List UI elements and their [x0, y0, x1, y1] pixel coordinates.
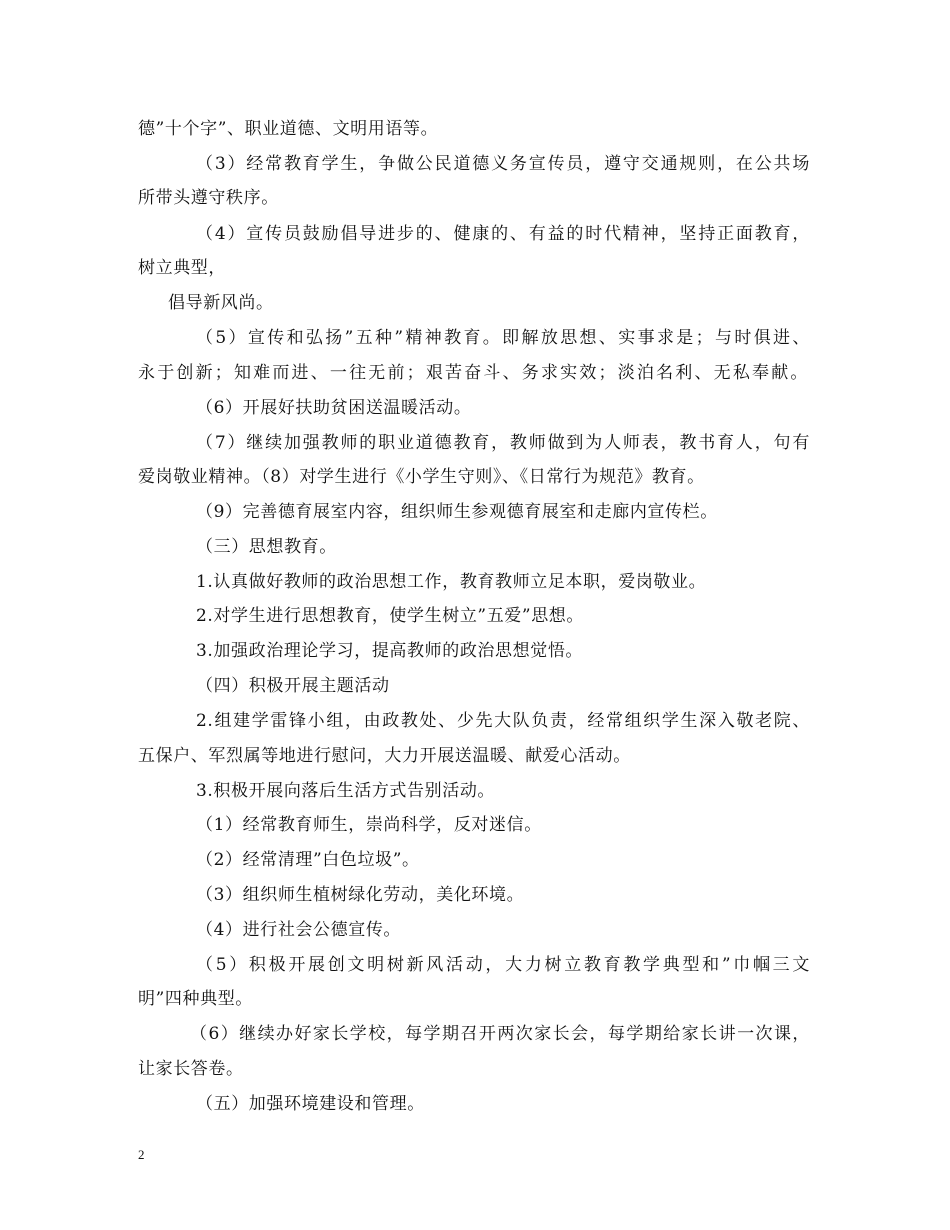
text-line: 德”十个字”、职业道德、文明用语等。: [138, 119, 439, 139]
text-line: （6）继续办好家长学校，每学期召开两次家长会，每学期给家长讲一次课，: [190, 1024, 810, 1044]
text-line: （9）完善德育展室内容，组织师生参观德育展室和走廊内宣传栏。: [196, 502, 718, 522]
text-line: （3）经常教育学生，争做公民道德义务宣传员，遵守交通规则，在公共场: [196, 154, 810, 174]
text-line: 树立典型，: [138, 258, 226, 278]
text-line: 1.认真做好教师的政治思想工作，教育教师立足本职，爱岗敬业。: [196, 572, 707, 592]
text-line: （5）积极开展创文明树新风活动，大力树立教育教学典型和”巾帼三文: [196, 955, 810, 975]
text-line: 明”四种典型。: [138, 989, 253, 1009]
text-line: 所带头遵守秩序。: [138, 188, 279, 208]
text-line: 3.加强政治理论学习，提高教师的政治思想觉悟。: [196, 641, 584, 661]
text-line: （4）宣传员鼓励倡导进步的、健康的、有益的时代精神，坚持正面教育，: [196, 224, 810, 244]
text-line: （6）开展好扶助贫困送温暖活动。: [196, 398, 472, 418]
text-line: 2.组建学雷锋小组，由政教处、少先大队负责，经常组织学生深入敬老院、: [196, 711, 810, 731]
text-line: 五保户、军烈属等地进行慰问，大力开展送温暖、献爱心活动。: [138, 746, 631, 766]
text-line: （4）进行社会公德宣传。: [196, 920, 402, 940]
text-line: 让家长答卷。: [138, 1059, 244, 1079]
text-line: （1）经常教育师生，崇尚科学，反对迷信。: [196, 815, 542, 835]
text-line: 3.积极开展向落后生活方式告别活动。: [196, 781, 496, 801]
text-line: 2.对学生进行思想教育，使学生树立”五爱”思想。: [196, 606, 585, 626]
text-line: 爱岗敬业精神。（8）对学生进行《小学生守则》、《日常行为规范》教育。: [138, 467, 705, 487]
text-line: 永于创新；知难而进、一往无前；艰苦奋斗、务求实效；淡泊名利、无私奉献。: [138, 363, 808, 383]
section-heading: （五）加强环境建设和管理。: [196, 1094, 425, 1114]
text-line: （2）经常清理”白色垃圾”。: [196, 850, 420, 870]
text-line: （5）宣传和弘扬”五种”精神教育。即解放思想、实事求是；与时俱进、: [196, 328, 810, 348]
text-line: （3）组织师生植树绿化劳动，美化环境。: [196, 885, 525, 905]
text-line: 倡导新风尚。: [168, 293, 274, 313]
page-number: 2: [138, 1147, 145, 1162]
section-heading: （四）积极开展主题活动: [196, 676, 390, 696]
text-line: （7）继续加强教师的职业道德教育，教师做到为人师表，教书育人，句有: [196, 433, 810, 453]
section-heading: （三）思想教育。: [196, 537, 337, 557]
